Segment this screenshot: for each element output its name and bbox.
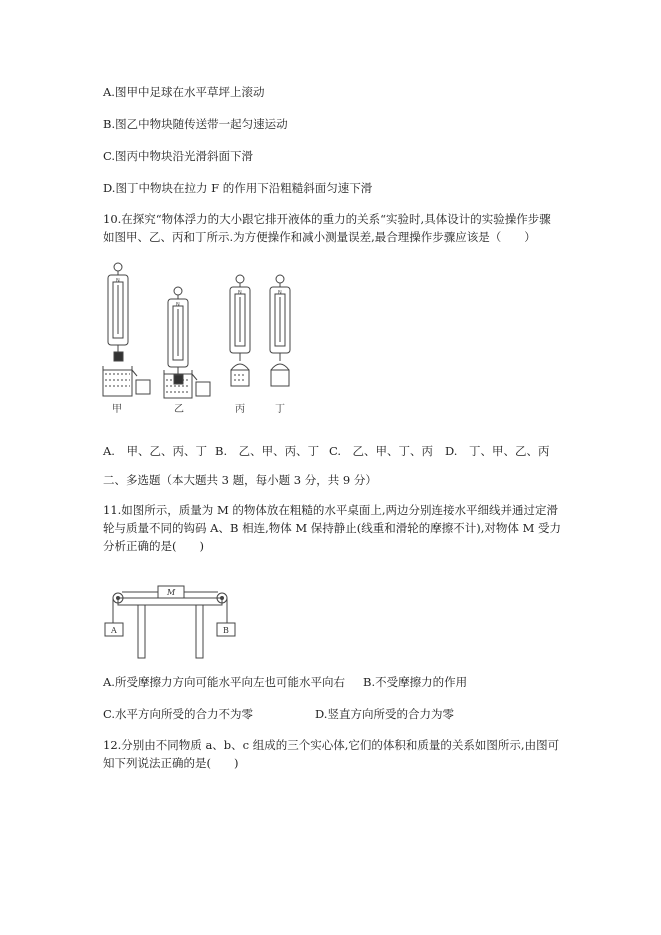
section2-title: 二、多选题（本大题共 3 题，每小题 3 分，共 9 分） — [103, 473, 377, 487]
table-leg-right — [196, 605, 203, 658]
spring-scale-yi — [168, 287, 188, 375]
q10-option-a: A. 甲、乙、丙、丁 — [103, 444, 207, 458]
label-jia: 甲 — [112, 404, 122, 415]
scale-mark-jia: N — [116, 278, 120, 284]
q11-option-d: D.竖直方向所受的合力为零 — [315, 707, 454, 721]
beaker-jia — [103, 366, 150, 396]
q11-stem-line3: 分析正确的是( ) — [103, 539, 204, 553]
q11-options-row1 — [103, 674, 467, 690]
beaker-yi — [164, 370, 210, 398]
label-a: A — [111, 626, 117, 635]
q9-option-c: C.图丙中物块沿光滑斜面下滑 — [103, 149, 254, 163]
q10-option-c: C. 乙、甲、丁、丙 — [329, 444, 434, 458]
label-ding: 丁 — [275, 404, 285, 415]
q12-stem-line2: 知下列说法正确的是( ) — [103, 756, 239, 770]
label-bing: 丙 — [235, 404, 245, 415]
label-b: B — [223, 626, 229, 635]
q10-figure — [100, 258, 310, 418]
q9-option-b: B.图乙中物块随传送带一起匀速运动 — [103, 117, 288, 131]
scale-mark-ding: N — [278, 290, 282, 296]
scale-mark-yi: N — [176, 302, 180, 308]
table-leg-left — [138, 605, 145, 658]
q9-option-d: D.图丁中物块在拉力 F 的作用下沿粗糙斜面匀速下滑 — [103, 181, 373, 195]
q11-option-a: A.所受摩擦力方向可能水平向左也可能水平向右 — [103, 675, 345, 689]
q11-option-b: B.不受摩擦力的作用 — [363, 675, 468, 689]
q11-option-c: C.水平方向所受的合力不为零 — [103, 707, 254, 721]
q10-stem-line2: 如图甲、乙、丙和丁所示.为方便操作和减小测量误差,最合理操作步骤应该是（ ） — [103, 230, 536, 244]
q9-option-a: A.图甲中足球在水平草坪上滚动 — [103, 85, 265, 99]
q10-option-d: D. 丁、甲、乙、丙 — [445, 444, 550, 458]
q10-stem-line1: 10.在探究“物体浮力的大小跟它排开液体的重力的关系“实验时,具体设计的实验操作步骤 — [103, 212, 551, 226]
q11-stem-line2: 轮与质量不同的钩码 A、B 相连,物体 M 保持静止(线重和滑轮的摩擦不计),对物体 M 受力 — [103, 521, 562, 535]
q11-options-row2 — [103, 706, 454, 722]
q12-stem-line1: 12.分别由不同物质 a、b、c 组成的三个实心体,它们的体积和质量的关系如图所示,由图可 — [103, 738, 560, 752]
tabletop — [118, 598, 222, 605]
scale-mark-bing: N — [238, 290, 242, 296]
label-m: M — [167, 588, 176, 597]
q10-option-b: B. 乙、甲、丙、丁 — [215, 444, 320, 458]
q11-figure — [100, 578, 240, 660]
q10-options — [103, 443, 549, 459]
label-yi: 乙 — [174, 404, 184, 415]
q11-stem-line1: 11.如图所示，质量为 M 的物体放在粗糙的水平桌面上,两边分别连接水平细线并通过定滑 — [103, 503, 559, 517]
